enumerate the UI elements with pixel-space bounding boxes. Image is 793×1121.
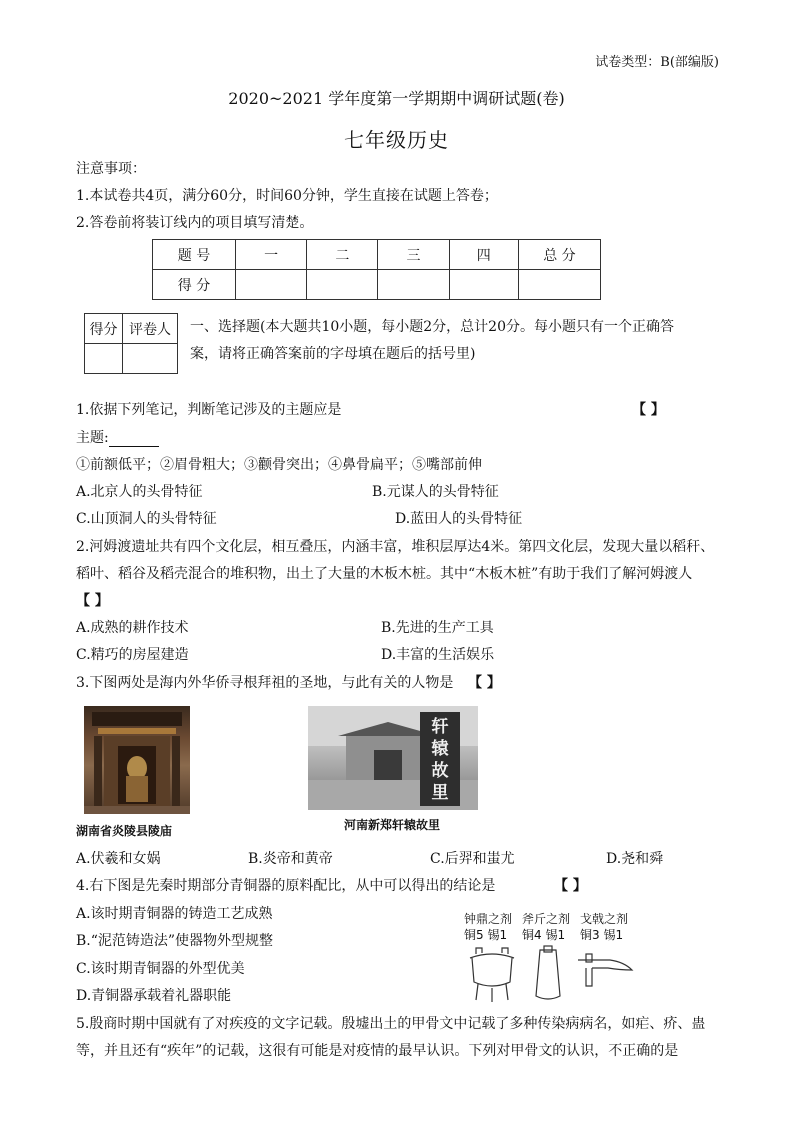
score-header-cell: 二 <box>307 240 378 270</box>
score-input-cell[interactable] <box>518 270 600 300</box>
score-input-cell[interactable] <box>449 270 518 300</box>
q3-stem: 3.下图两处是海内外华侨寻根拜祖的圣地，与此有关的人物是 <box>76 675 454 691</box>
ding-tripod-icon <box>470 948 514 1002</box>
grader-table <box>84 313 178 374</box>
exam-subject: 七年级历史 <box>344 128 449 152</box>
exam-type-tag: 试卷类型：B(部编版) <box>595 55 719 70</box>
axe-icon <box>536 946 560 999</box>
q3-caption-2: 河南新郑轩辕故里 <box>344 818 441 832</box>
bronze-label-1: 钟鼎之剂 <box>464 912 513 926</box>
bronze-vessels-drawing <box>460 944 640 1004</box>
q3-caption-1: 湖南省炎陵县陵庙 <box>76 824 173 838</box>
q4-option-a[interactable]: A.该时期青铜器的铸造工艺成熟 <box>76 906 273 922</box>
q1-notes: ①前额低平；②眉骨粗大；③颧骨突出；④鼻骨扁平；⑤嘴部前伸 <box>76 457 482 473</box>
q1-option-b[interactable]: B.元谋人的头骨特征 <box>372 484 499 500</box>
score-input-cell[interactable] <box>307 270 378 300</box>
score-header-cell: 四 <box>449 240 518 270</box>
grader-name-label: 评卷人 <box>122 314 177 344</box>
bronze-ratio-2: 铜4 锡1 <box>522 928 566 942</box>
q5-stem-line-1: 5.殷商时期中国就有了对疾疫的文字记载。殷墟出土的甲骨文中记载了多种传染病病名，如疟、疥、蛊 <box>76 1016 706 1032</box>
exam-title: 2020~2021 学年度第一学期期中调研试题(卷) <box>228 89 565 108</box>
q2-stem-line-2: 稻叶、稻谷及稻壳混合的堆积物，出土了大量的木板木桩。其中“木板木桩”有助于我们了解河姆渡人 <box>76 566 693 582</box>
q4-option-c[interactable]: C.该时期青铜器的外型优美 <box>76 961 245 977</box>
q3-answer-bracket[interactable]: 【 】 <box>468 675 501 691</box>
q1-option-c[interactable]: C.山顶洞人的头骨特征 <box>76 511 217 527</box>
bronze-label-3: 戈戟之剂 <box>580 912 629 926</box>
q1-topic-label: 主题: <box>76 430 109 446</box>
grader-name-cell[interactable] <box>122 344 177 374</box>
bronze-ratio-figure <box>460 908 640 1004</box>
q3-option-d[interactable]: D.尧和舜 <box>606 851 664 867</box>
yanling-temple-photo <box>84 706 190 814</box>
q2-option-c[interactable]: C.精巧的房屋建造 <box>76 647 189 663</box>
score-header-cell: 三 <box>378 240 449 270</box>
notes-heading: 注意事项： <box>76 161 146 177</box>
q1-option-a[interactable]: A.北京人的头骨特征 <box>76 484 203 500</box>
q1-topic-row <box>76 429 159 447</box>
xuanyuan-sign-text: 轩辕故里 <box>431 717 449 803</box>
q1-stem: 1.依据下列笔记，判断笔记涉及的主题应是 <box>76 402 342 418</box>
notes-item-1: 1.本试卷共4页，满分60分，时间60分钟，学生直接在试题上答卷； <box>76 188 498 204</box>
q2-option-a[interactable]: A.成熟的耕作技术 <box>76 620 189 636</box>
score-header-cell: 题 号 <box>153 240 236 270</box>
bronze-ratio-3: 铜3 锡1 <box>580 928 624 942</box>
score-header-cell: 一 <box>236 240 307 270</box>
q1-option-d[interactable]: D.蓝田人的头骨特征 <box>395 511 523 527</box>
q3-option-b[interactable]: B.炎帝和黄帝 <box>248 851 333 867</box>
score-header-cell: 总 分 <box>518 240 600 270</box>
q1-topic-blank[interactable] <box>109 432 159 447</box>
q1-answer-bracket[interactable]: 【 】 <box>632 402 665 418</box>
q4-option-d[interactable]: D.青铜器承载着礼器职能 <box>76 988 232 1004</box>
q4-option-b[interactable]: B.“泥范铸造法”使器物外型规整 <box>76 933 274 949</box>
q2-option-d[interactable]: D.丰富的生活娱乐 <box>381 647 495 663</box>
score-table <box>152 239 601 300</box>
grader-score-cell[interactable] <box>85 344 123 374</box>
score-input-cell[interactable] <box>378 270 449 300</box>
section-1-heading-line-1: 一、选择题(本大题共10小题，每小题2分，总计20分。每小题只有一个正确答 <box>190 319 674 335</box>
dagger-axe-icon <box>578 954 632 986</box>
q2-answer-bracket[interactable]: 【 】 <box>76 593 109 609</box>
grader-score-label: 得分 <box>85 314 123 344</box>
bronze-ratio-1: 铜5 锡1 <box>464 928 508 942</box>
q5-stem-line-2: 等，并且还有“疾年”的记载，这很有可能是对疫情的最早认识。下列对甲骨文的认识，不正确的是 <box>76 1043 679 1059</box>
q4-stem: 4.右下图是先秦时期部分青铜器的原料配比，从中可以得出的结论是 <box>76 878 496 894</box>
q2-option-b[interactable]: B.先进的生产工具 <box>381 620 494 636</box>
notes-item-2: 2.答卷前将装订线内的项目填写清楚。 <box>76 215 314 231</box>
section-1-heading-line-2: 案，请将正确答案前的字母填在题后的括号里) <box>190 346 476 362</box>
score-row-label: 得 分 <box>153 270 236 300</box>
score-input-cell[interactable] <box>236 270 307 300</box>
bronze-label-2: 斧斤之剂 <box>522 912 571 926</box>
q3-option-a[interactable]: A.伏羲和女娲 <box>76 851 161 867</box>
q4-answer-bracket[interactable]: 【 】 <box>554 878 587 894</box>
q3-option-c[interactable]: C.后羿和蚩尤 <box>430 851 515 867</box>
temple-illustration <box>84 706 190 814</box>
xuanyuan-hometown-photo <box>308 706 478 810</box>
q2-stem-line-1: 2.河姆渡遗址共有四个文化层，相互叠压，内涵丰富，堆积层厚达4米。第四文化层，发现大量以稻秆、 <box>76 539 715 555</box>
